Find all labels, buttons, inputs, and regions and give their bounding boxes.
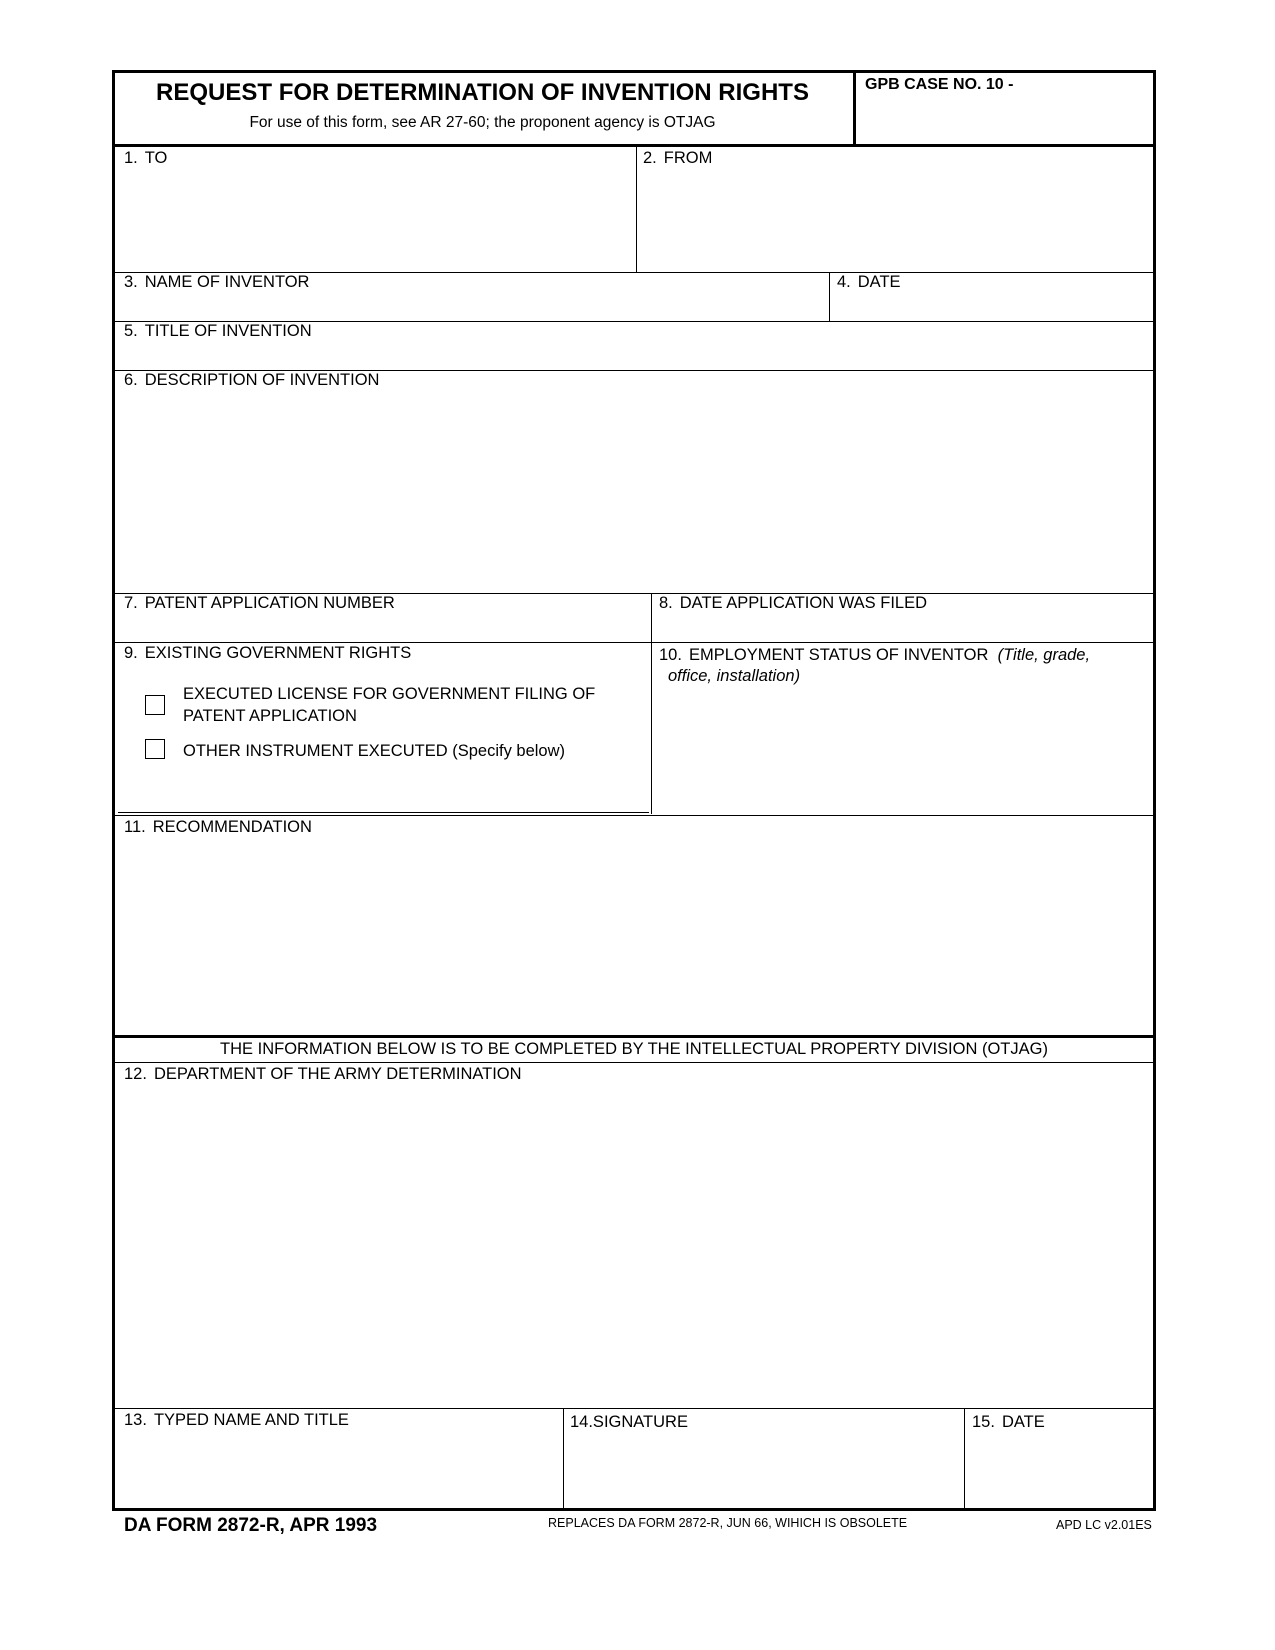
field-employment-status-label: 10. EMPLOYMENT STATUS OF INVENTOR (Title, grade, xyxy=(659,646,1091,664)
divider-patent-number-date xyxy=(651,593,652,814)
case-number-input[interactable] xyxy=(865,100,1145,136)
rule-after-determination xyxy=(115,1408,1153,1409)
form-border-bottom xyxy=(112,1508,1156,1511)
section-divider xyxy=(112,1035,1156,1038)
version-label: APD LC v2.01ES xyxy=(1056,1518,1152,1532)
to-input[interactable] xyxy=(124,172,629,267)
divider-inventor-date xyxy=(829,272,830,321)
divider-name-signature xyxy=(563,1408,564,1508)
license-option-line2: PATENT APPLICATION xyxy=(183,707,357,725)
field-filing-date-label: 8. DATE APPLICATION WAS FILED xyxy=(659,594,928,612)
license-checkbox[interactable] xyxy=(145,695,165,715)
divider-signature-date xyxy=(964,1408,965,1508)
field-typed-name-label: 13. TYPED NAME AND TITLE xyxy=(124,1411,349,1429)
field-sign-date-label: 15. DATE xyxy=(972,1413,1045,1431)
rule-after-section-note xyxy=(115,1062,1153,1063)
invention-title-input[interactable] xyxy=(124,345,1139,365)
field-invention-title-label: 5. TITLE OF INVENTION xyxy=(124,322,312,340)
field-signature-label: 14.SIGNATURE xyxy=(570,1413,688,1431)
field-date-label: 4. DATE xyxy=(837,273,901,291)
other-instrument-option: OTHER INSTRUMENT EXECUTED (Specify below) xyxy=(183,742,566,760)
form-title: REQUEST FOR DETERMINATION OF INVENTION RIGHTS xyxy=(156,79,809,106)
field-inventor-name-label: 3. NAME OF INVENTOR xyxy=(124,273,310,291)
field-from-label: 2. FROM xyxy=(643,149,713,167)
employment-status-input[interactable] xyxy=(668,692,1143,807)
typed-name-input[interactable] xyxy=(124,1436,554,1501)
field-gov-rights-label: 9. EXISTING GOVERNMENT RIGHTS xyxy=(124,644,412,662)
field-to-label: 1. TO xyxy=(124,149,168,167)
form-subtitle: For use of this form, see AR 27-60; the proponent agency is OTJAG xyxy=(249,114,716,131)
replaces-note: REPLACES DA FORM 2872-R, JUN 66, WIHICH IS OBSOLETE xyxy=(548,1516,908,1530)
description-input[interactable] xyxy=(124,394,1139,589)
signature-area[interactable] xyxy=(570,1436,955,1501)
case-number-label: GPB CASE NO. 10 - xyxy=(865,76,1014,93)
section-note: THE INFORMATION BELOW IS TO BE COMPLETED BY THE INTELLECTUAL PROPERTY DIVISION (OTJAG) xyxy=(220,1040,1048,1058)
header-divider xyxy=(853,70,856,147)
army-determination-input[interactable] xyxy=(124,1090,1139,1400)
field-recommendation-label: 11. RECOMMENDATION xyxy=(124,818,312,836)
rule-gov-rights-bottom xyxy=(118,812,649,813)
form-id: DA FORM 2872-R, APR 1993 xyxy=(124,1515,378,1536)
divider-to-from xyxy=(636,147,637,272)
other-instrument-checkbox[interactable] xyxy=(145,739,165,759)
filing-date-input[interactable] xyxy=(659,617,1144,637)
rule-after-employment xyxy=(115,815,1153,816)
date-input[interactable] xyxy=(837,296,1142,316)
license-option-line1: EXECUTED LICENSE FOR GOVERNMENT FILING OF xyxy=(183,685,596,703)
field-patent-number-label: 7. PATENT APPLICATION NUMBER xyxy=(124,594,395,612)
inventor-name-input[interactable] xyxy=(124,296,819,316)
employment-status-hint: office, installation) xyxy=(668,667,801,685)
sign-date-input[interactable] xyxy=(972,1440,1142,1460)
patent-number-input[interactable] xyxy=(124,617,639,637)
from-input[interactable] xyxy=(643,172,1143,267)
field-description-label: 6. DESCRIPTION OF INVENTION xyxy=(124,371,380,389)
recommendation-input[interactable] xyxy=(124,842,1139,1032)
form-border-left xyxy=(112,70,115,1511)
form-border-right xyxy=(1153,70,1156,1511)
header-bottom-rule xyxy=(112,144,1156,147)
field-army-determination-label: 12. DEPARTMENT OF THE ARMY DETERMINATION xyxy=(124,1065,522,1083)
form-border-top xyxy=(112,70,1156,73)
